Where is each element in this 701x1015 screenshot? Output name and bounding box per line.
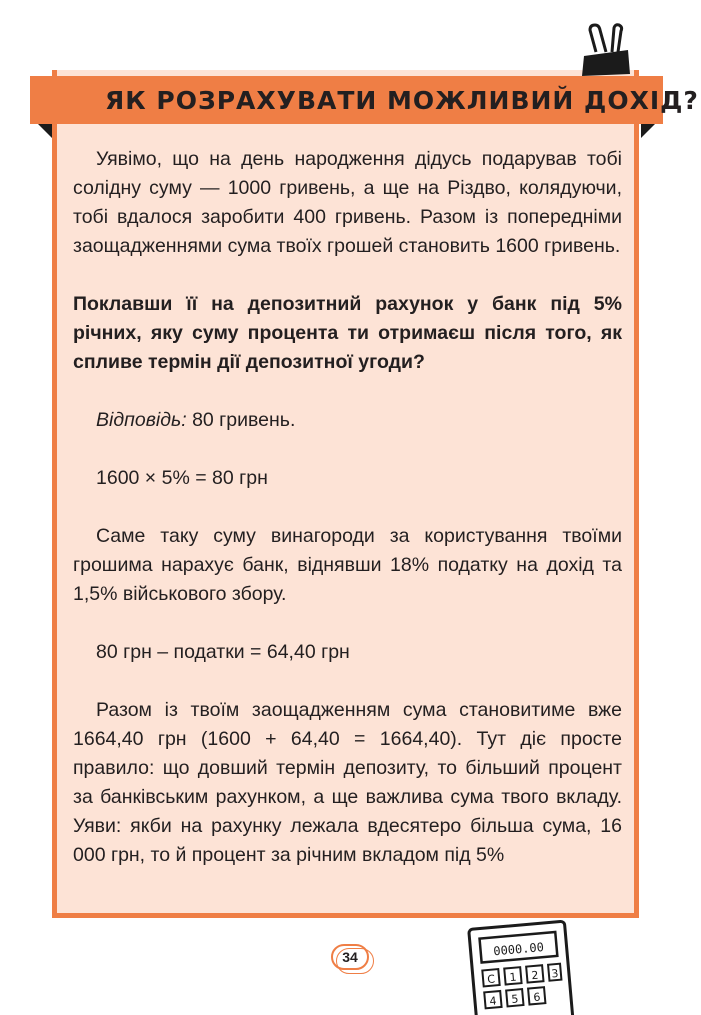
answer-label: Відповідь: — [96, 409, 187, 431]
calc-key-2: 2 — [530, 968, 540, 983]
calc-key-3: 3 — [550, 966, 559, 981]
formula-deposit: 1600 × 5% = 80 грн — [96, 467, 268, 489]
page-number-text: 34 — [342, 949, 358, 965]
calc-key-6: 6 — [532, 990, 541, 1005]
calc-key-0: C — [486, 972, 496, 987]
page-title: ЯК РОЗРАХУВАТИ МОЖЛИВИЙ ДОХІД? — [105, 85, 699, 115]
tax-paragraph: Саме таку суму винагороди за користування твоїми грошима нарахує банк, віднявши 18% податку на дохід та 1,5% військового збору. — [73, 525, 622, 605]
intro-paragraph: Уявімо, що на день народження дідусь подарував тобі солідну суму — 1000 гривень, а ще на Різдво, колядуючи, тобі вдалося заробити 400 гривень. Разом із попередніми заощадженнями сума твоїх грошей становить 1600 гривень. — [73, 148, 622, 257]
question-paragraph: Поклавши її на депозитний рахунок у банк під 5% річних, яку суму процента ти отримаєш після того, як спливе термін дії депозитної угоди? — [73, 293, 622, 373]
title-banner — [30, 76, 699, 124]
total-paragraph: Разом із твоїм заощадженням сума становитиме вже 1664,40 грн (1600 + 64,40 = 1664,40). Тут діє просте правило: що довший термін депозиту, то більший процент за банківським рахунком, а ще важлива сума твого вкладу. Уяви: якби на рахунку лежала вдесятеро більша сума, 16 000 грн, то й процент за річним вкладом під 5% — [73, 699, 622, 866]
binder-clip-icon — [576, 22, 636, 80]
calc-key-4: 4 — [488, 994, 498, 1008]
page-content — [73, 145, 622, 870]
formula-tax: 80 грн – податки = 64,40 грн — [96, 641, 350, 663]
answer-value: 80 гривень. — [186, 409, 296, 431]
calculator-icon — [462, 915, 582, 1015]
page-number — [331, 944, 369, 970]
calc-key-5: 5 — [510, 992, 520, 1007]
calculator-display: 0000.00 — [492, 940, 545, 959]
calc-key-1: 1 — [508, 970, 518, 985]
answer-paragraph — [73, 406, 622, 435]
